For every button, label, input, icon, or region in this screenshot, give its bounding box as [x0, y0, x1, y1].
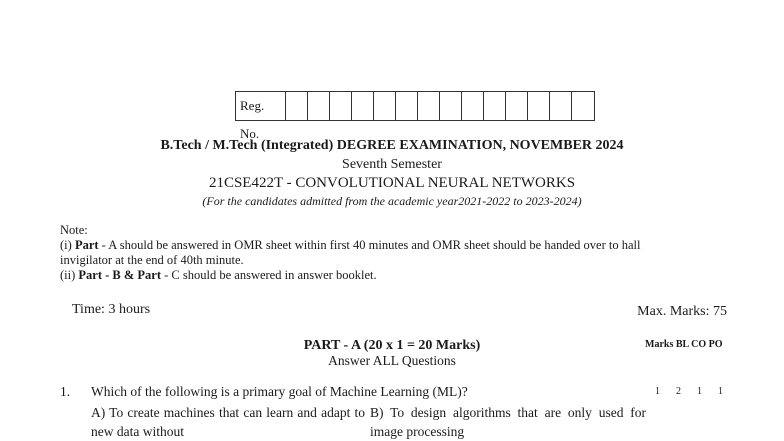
- reg-number-cell: [308, 92, 330, 120]
- note-item-1-bold: Part: [74, 238, 99, 252]
- question-marks-value: 1: [655, 386, 660, 397]
- question-number: 1.: [60, 384, 71, 399]
- note-item-2-bold: Part - B & Part: [78, 268, 162, 282]
- marks-columns-header: Marks BL CO PO: [645, 339, 723, 350]
- note-item-2-text: - C should be answered in answer booklet.: [161, 268, 377, 282]
- candidates-note: (For the candidates admitted from the academic year2021-2022 to 2023-2024): [202, 194, 582, 208]
- reg-number-cell: [462, 92, 484, 120]
- reg-number-cell: [286, 92, 308, 120]
- note-item-1-prefix: (i): [60, 238, 75, 252]
- option-b: B) To design algorithms that are only used for image processing: [370, 405, 646, 439]
- reg-number-cell: [550, 92, 572, 120]
- question-po-value: 1: [718, 386, 723, 397]
- exam-title: B.Tech / M.Tech (Integrated) DEGREE EXAMINATION, NOVEMBER 2024: [160, 138, 624, 153]
- reg-number-box: [235, 91, 595, 141]
- reg-number-cell: [440, 92, 462, 120]
- max-marks: Max. Marks: 75: [637, 304, 727, 319]
- reg-number-cells: [286, 92, 594, 120]
- reg-number-cell: [528, 92, 550, 120]
- note-item-1-continued: invigilator at the end of 40th minute.: [60, 253, 244, 267]
- reg-number-label: Reg. No.: [236, 92, 286, 120]
- part-a-instruction: Answer ALL Questions: [328, 353, 456, 368]
- question-marks: [655, 386, 723, 397]
- reg-number-cell: [396, 92, 418, 120]
- reg-number-cell: [330, 92, 352, 120]
- note-item-2-prefix: (ii): [60, 268, 79, 282]
- reg-number-cell: [484, 92, 506, 120]
- part-a-title: PART - A (20 x 1 = 20 Marks): [303, 338, 481, 353]
- note-item-2: [60, 268, 377, 283]
- note-item-1: [60, 238, 640, 253]
- reg-number-cell: [572, 92, 594, 120]
- question-text: Which of the following is a primary goal of Machine Learning (ML)?: [91, 384, 468, 399]
- note-item-1-text: - A should be answered in OMR sheet within first 40 minutes and OMR sheet should be handed over to hall: [98, 238, 641, 252]
- reg-number-cell: [374, 92, 396, 120]
- question-co-value: 1: [697, 386, 702, 397]
- course-title: 21CSE422T - CONVOLUTIONAL NEURAL NETWORKS: [208, 175, 576, 191]
- note-heading: Note:: [60, 223, 88, 237]
- reg-number-cell: [418, 92, 440, 120]
- question-bl-value: 2: [676, 386, 681, 397]
- option-a: A) To create machines that can learn and adapt to new data without: [91, 405, 365, 439]
- reg-number-cell: [352, 92, 374, 120]
- reg-number-cell: [506, 92, 528, 120]
- exam-time: Time: 3 hours: [72, 302, 151, 317]
- semester: Seventh Semester: [342, 157, 442, 172]
